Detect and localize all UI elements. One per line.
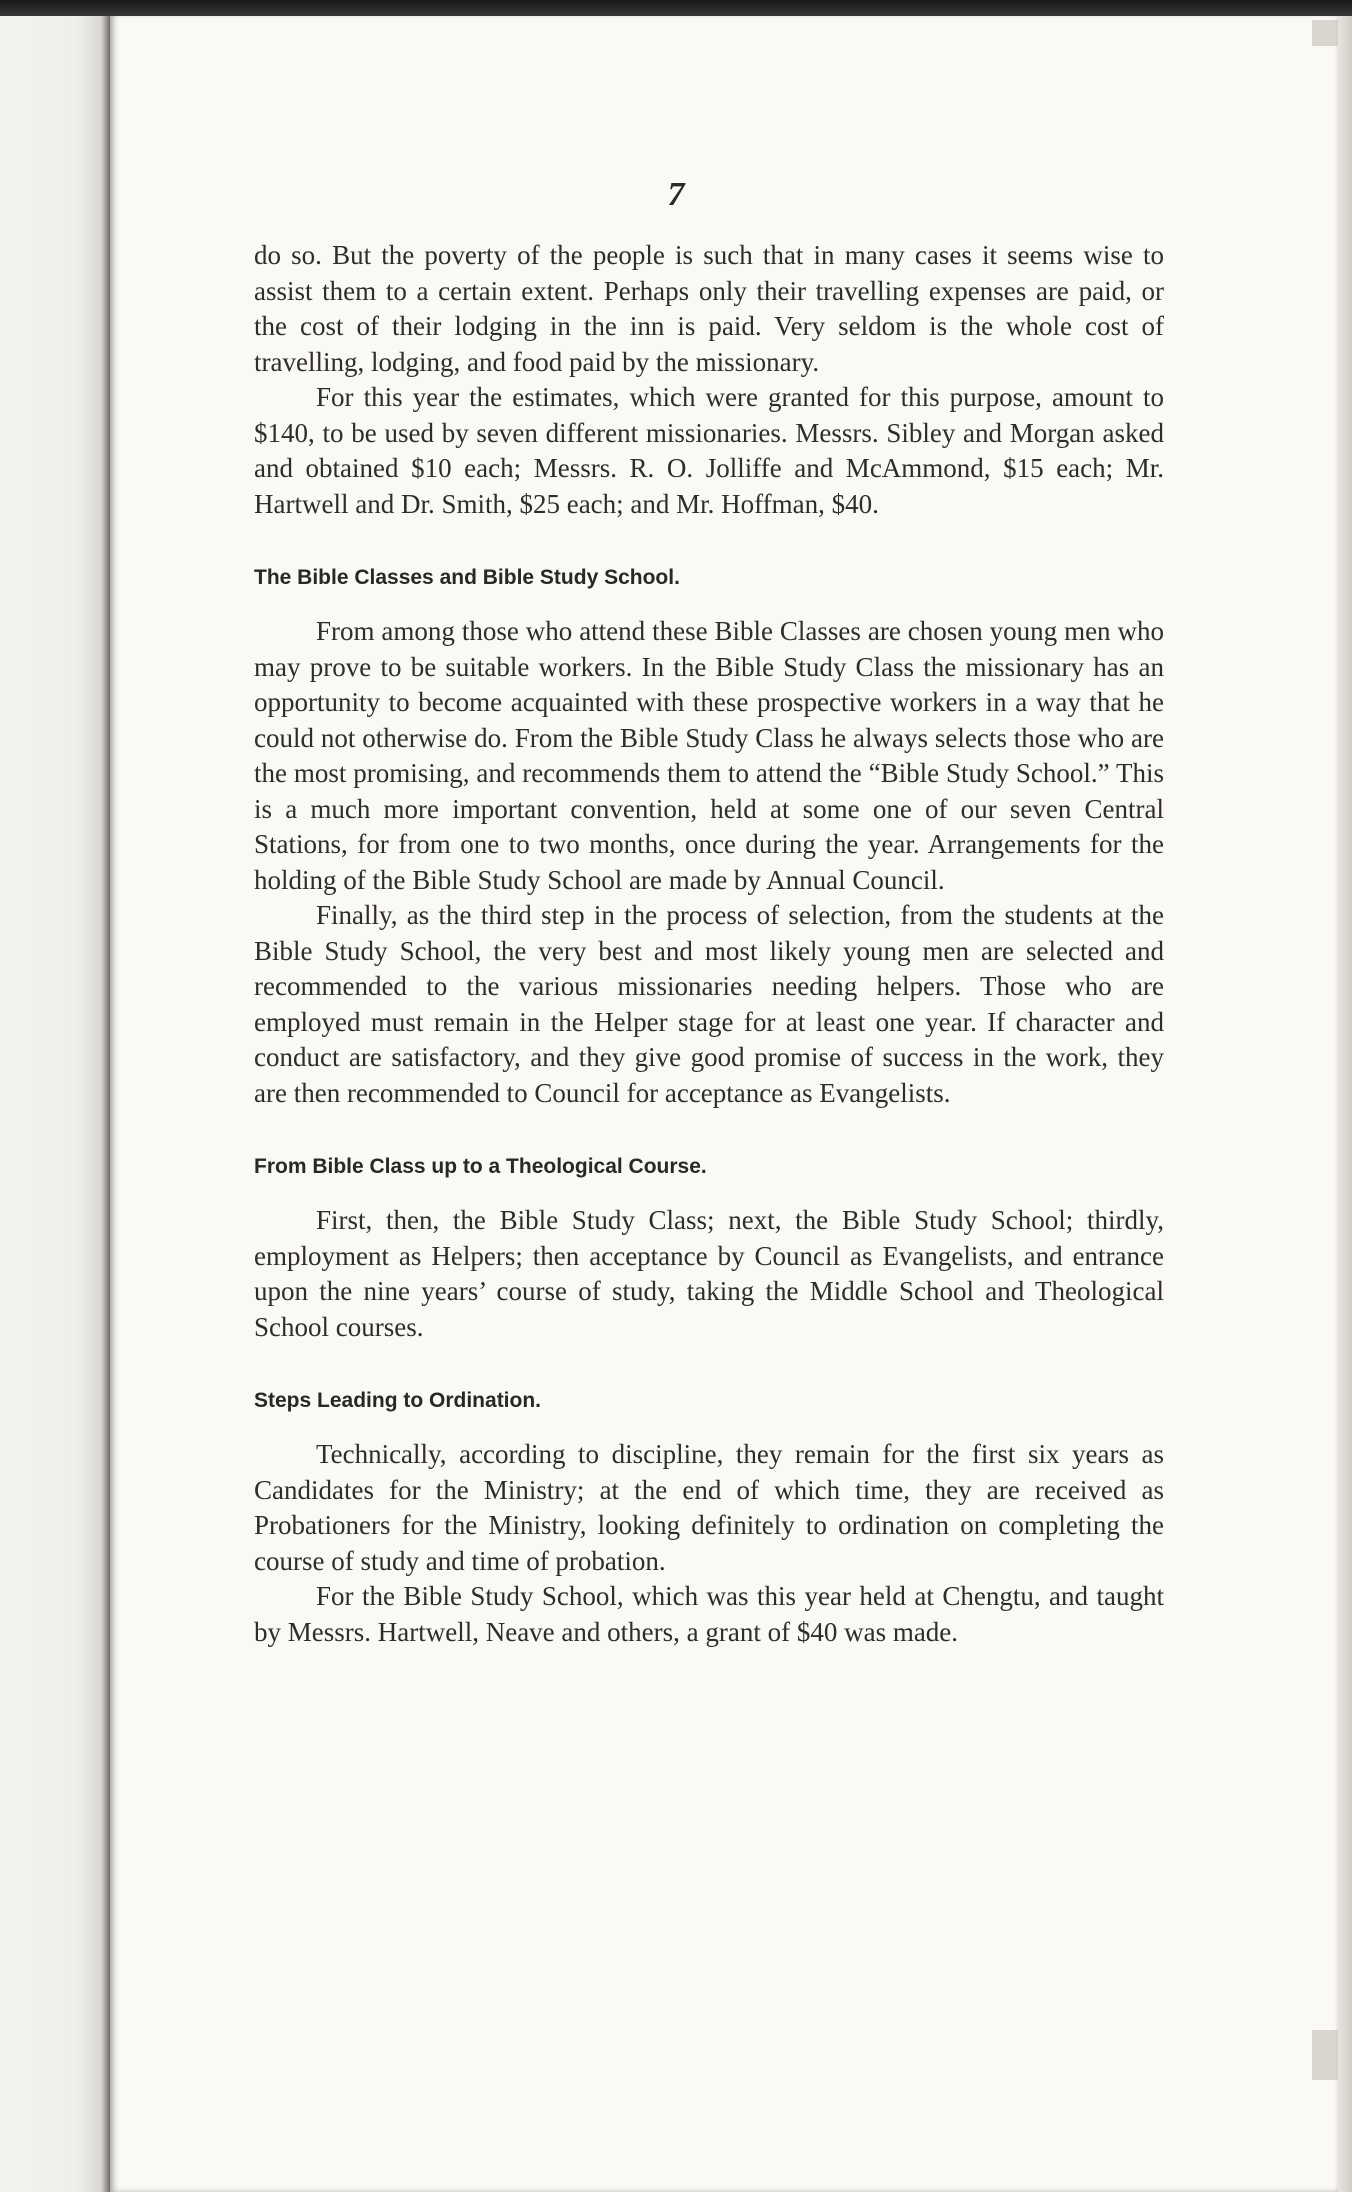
document-body <box>254 238 1164 1650</box>
paragraph: For the Bible Study School, which was this year held at Chengtu, and taught by Messrs. Hartwell, Neave and others, a grant of $40 was made. <box>254 1581 1164 1647</box>
page-scuff-mark <box>1312 2030 1338 2080</box>
page-right-edge <box>1338 0 1352 2192</box>
page-top-edge <box>0 0 1352 16</box>
left-gutter <box>0 0 110 2192</box>
paragraph: Finally, as the third step in the process of selection, from the students at the Bible Study School, the very best and most likely young men are selected and recommended to the various missionaries needing helpers. Those who are employed must remain in the Helper stage for at least one year. If character and conduct are satisfactory, and they give good promise of success in the work, they are then recommended to Council for acceptance as Evangelists. <box>254 900 1164 1108</box>
page-number: 7 <box>667 176 685 213</box>
paragraph: Technically, according to discipline, they remain for the first six years as Candidates for the Ministry; at the end of which time, they are received as Probationers for the Ministry, looking definitely to ordination on completing the course of study and time of probation. <box>254 1439 1164 1576</box>
page-scuff-mark <box>1312 20 1338 46</box>
paragraph: do so. But the poverty of the people is such that in many cases it seems wise to assist them to a certain extent. Perhaps only their travelling expenses are paid, or the cost of their lodging in the inn is paid. Very seldom is the whole cost of travelling, lodging, and food paid by the missionary. <box>254 240 1164 377</box>
section-heading: From Bible Class up to a Theological Course. <box>254 1155 707 1178</box>
paragraph: For this year the estimates, which were granted for this purpose, amount to $140, to be used by seven different missionaries. Messrs. Sibley and Morgan asked and obtained $10 each; Messrs. R. O. Jolliffe and McAmmond, $15 each; Mr. Hartwell and Dr. Smith, $25 each; and Mr. Hoffman, $40. <box>254 382 1164 519</box>
section-heading: Steps Leading to Ordination. <box>254 1389 542 1412</box>
paragraph: First, then, the Bible Study Class; next, the Bible Study School; thirdly, employment as Helpers; then acceptance by Council as Evangelists, and entrance upon the nine years’ course of study, taking the Middle School and Theological School courses. <box>254 1205 1164 1342</box>
section-heading: The Bible Classes and Bible Study School. <box>254 566 680 589</box>
paragraph: From among those who attend these Bible Classes are chosen young men who may prove to be suitable workers. In the Bible Study Class the missionary has an opportunity to become acquainted with these prospective workers in a way that he could not otherwise do. From the Bible Study Class he always selects those who are the most promising, and recommends them to attend the “Bible Study School.” This is a much more important convention, held at some one of our seven Central Stations, for from one to two months, once during the year. Arrangements for the holding of the Bible Study School are made by Annual Council. <box>254 616 1164 895</box>
